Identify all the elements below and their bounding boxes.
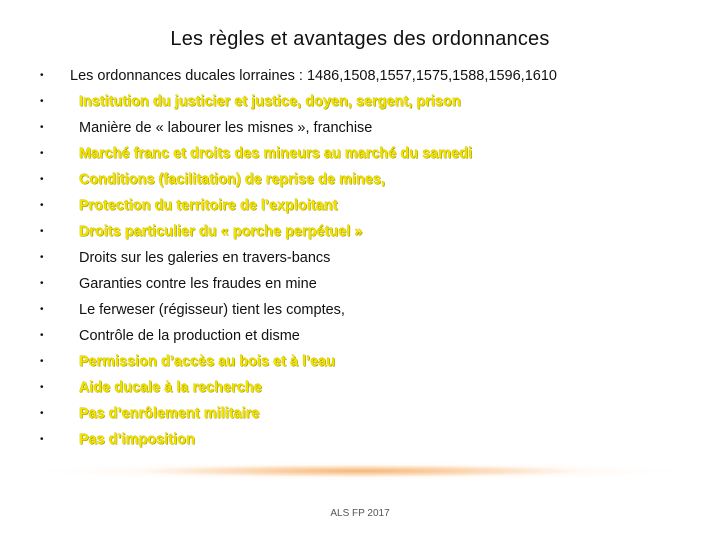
bullet-text: Garanties contre les fraudes en mine [79,276,317,292]
bullet-text: Contrôle de la production et disme [79,328,300,344]
bullet-item-12 [36,375,696,401]
bullet-icon: • [40,382,44,393]
bullet-item-5 [36,193,696,219]
bullet-icon: • [40,330,44,341]
bullet-icon: • [40,408,44,419]
bullet-icon: • [40,278,44,289]
bullet-text: Droits sur les galeries en travers-bancs [79,250,331,266]
bullet-item-7 [36,245,696,271]
bullet-text: Le ferweser (régisseur) tient les comptes, [79,302,345,318]
bullet-item-13 [36,401,696,427]
bullet-item-14 [36,427,696,453]
bullet-text: Protection du territoire de l’exploitant [79,198,338,214]
bullet-item-11 [36,349,696,375]
bullet-list [36,63,696,453]
bullet-icon: • [40,96,44,107]
bullet-text: Marché franc et droits des mineurs au marché du samedi [79,146,473,162]
bullet-icon: • [40,304,44,315]
bullet-text: Droits particulier du « porche perpétuel » [79,224,363,240]
bullet-item-1 [36,89,696,115]
bullet-icon: • [40,122,44,133]
bullet-text: Manière de « labourer les misnes », franchise [79,120,373,136]
bullet-item-9 [36,297,696,323]
bullet-icon: • [40,226,44,237]
bullet-item-10 [36,323,696,349]
bullet-icon: • [40,148,44,159]
bullet-item-8 [36,271,696,297]
bullet-text: Permission d’accès au bois et à l’eau [79,354,336,370]
bullet-text: Conditions (facilitation) de reprise de mines, [79,172,386,188]
bullet-item-3 [36,141,696,167]
bullet-text: Institution du justicier et justice, doyen, sergent, prison [79,94,461,110]
bullet-icon: • [40,174,44,185]
bullet-item-6 [36,219,696,245]
bullet-icon: • [40,434,44,445]
decorative-divider [40,460,680,482]
bullet-icon: • [40,252,44,263]
bullet-text: Pas d’imposition [79,432,196,448]
bullet-icon: • [40,70,44,81]
bullet-text: Pas d’enrôlement militaire [79,406,260,422]
bullet-text: Les ordonnances ducales lorraines : 1486,1508,1557,1575,1588,1596,1610 [70,68,557,84]
bullet-icon: • [40,200,44,211]
bullet-item-0 [36,63,696,89]
footer-text: ALS FP 2017 [330,508,390,519]
bullet-icon: • [40,356,44,367]
bullet-text: Aide ducale à la recherche [79,380,262,396]
bullet-item-4 [36,167,696,193]
bullet-item-2 [36,115,696,141]
slide-title: Les règles et avantages des ordonnances [170,28,550,50]
